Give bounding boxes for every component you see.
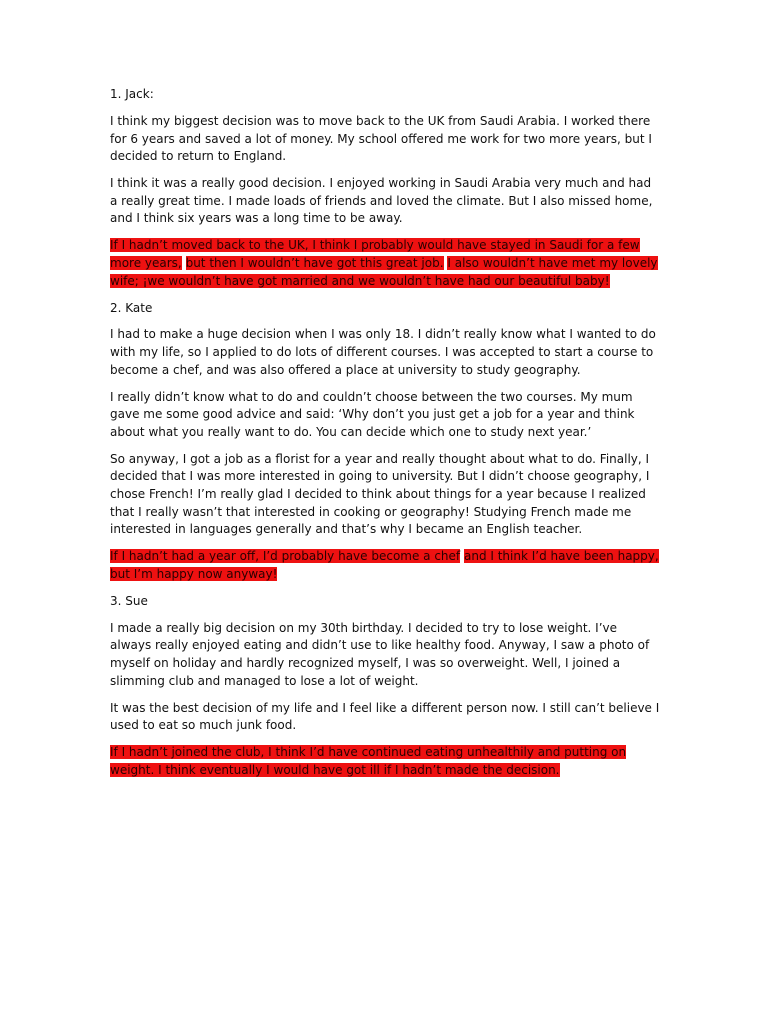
highlight-segment: and I think I’d have been happy, but I’m happy now anyway! — [110, 549, 659, 581]
paragraph: I really didn’t know what to do and couldn’t choose between the two courses. My mum gave me some good advice and said: ‘Why don’t you just get a job for a year and think about what you really want to do. You can decide which one to study next year.’ — [110, 389, 635, 439]
section-heading-jack: 1. Jack: — [110, 87, 154, 101]
section-heading-sue: 3. Sue — [110, 593, 148, 608]
paragraph: I made a really big decision on my 30th birthday. I decided to try to lose weight. I’ve always really enjoyed eating and didn’t use to like healthy food. Anyway, I saw a photo of myself on holiday and hardly recognized myself, I was so overweight. Well, I joined a slimming club and managed to lose a lot of weight. — [110, 620, 650, 688]
highlight-segment: If I hadn’t joined the club, I think I’d have continued eating unhealthily and putting on weight. I think eventually I would have got ill if I hadn’t made the decision. — [110, 745, 627, 777]
highlight-segment: I also wouldn’t have met my lovely wife; ¡we wouldn’t have got married and we wouldn’t have had our beautiful baby! — [110, 255, 658, 288]
paragraph: I think my biggest decision was to move back to the UK from Saudi Arabia. I worked there for 6 years and saved a lot of money. My school offered me work for two more years, but I decided to return to England. — [110, 113, 652, 164]
section-heading-kate: 2. Kate — [110, 300, 153, 315]
paragraph: So anyway, I got a job as a florist for a year and really thought about what to do. Finally, I decided that I was more interested in going to university. But I didn’t choose geography, I chose French! I’m really glad I decided to think about things for a year because I realized that I really wasn’t that interested in cooking or geography! Studying French made me interested in languages generally and that’s why I became an English teacher. — [110, 451, 650, 537]
highlight-segment: but then I wouldn’t have got this great job. — [185, 255, 444, 270]
paragraph: I had to make a huge decision when I was only 18. I didn’t really know what I wanted to do with my life, so I applied to do lots of different courses. I was accepted to start a course to become a chef, and was also offered a place at university to study geography. — [110, 327, 656, 377]
highlight-segment: If I hadn’t moved back to the UK, I think I probably would have stayed in Saudi for a few more years, — [110, 238, 640, 270]
highlight-segment: If I hadn’t had a year off, I’d probably have become a chef — [110, 549, 461, 564]
paragraph: It was the best decision of my life and I feel like a different person now. I still can’t believe I used to eat so much junk food. — [110, 700, 660, 733]
highlighted-paragraph — [110, 237, 662, 290]
highlighted-paragraph — [110, 548, 662, 583]
highlighted-paragraph — [110, 744, 662, 779]
document-page — [110, 86, 662, 789]
paragraph: I think it was a really good decision. I enjoyed working in Saudi Arabia very much and had a really great time. I made loads of friends and loved the climate. But I also missed home, and I think six years was a long time to be away. — [110, 176, 653, 226]
